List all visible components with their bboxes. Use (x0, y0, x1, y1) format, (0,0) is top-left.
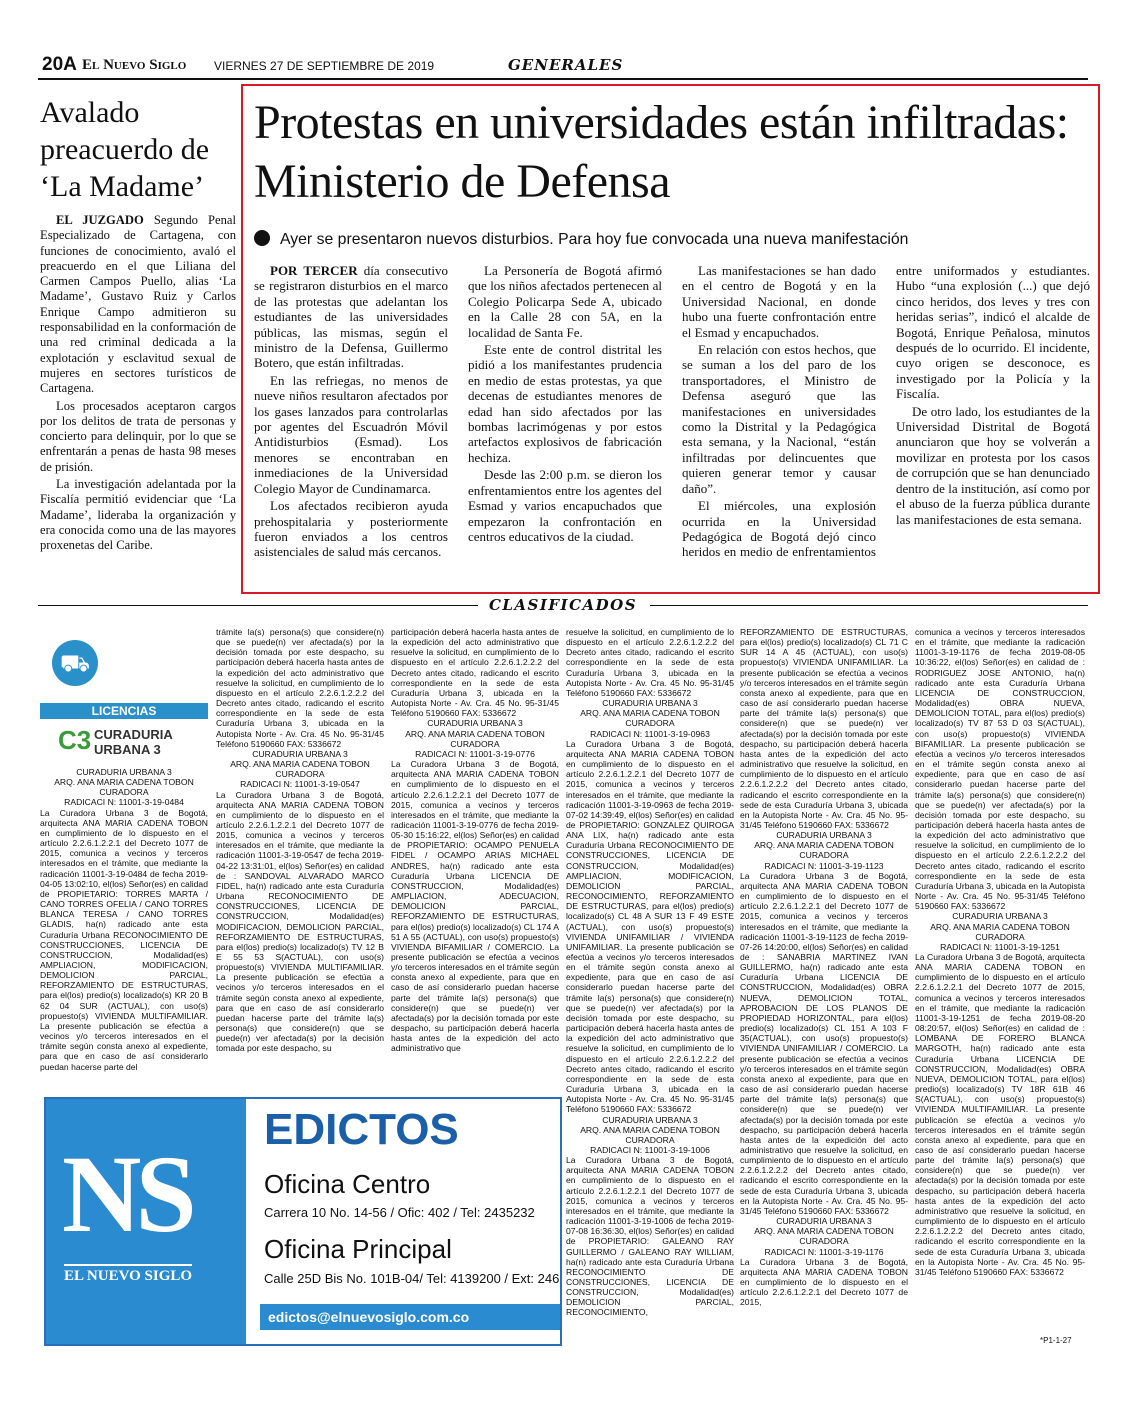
main-article-p7: Las manifestaciones se han dado en el centro de Bogotá y en la Universidad Nacional, en donde hubo una fuerte confrontación entre el Esmad y encapuchados. (682, 263, 876, 340)
curaduria-logo-icon: C3 (58, 725, 92, 755)
main-article-p5: Este ente de control distrital les pidió a los manifestantes prudencia en medio de estas protestas, ya que decenas de estudiantes menores de edad han sido afectados por las bombas lacrimógenas y por estos artefactos explosivos de fabricación hechiza. (468, 342, 662, 465)
notice-radicacion: RADICACI N: 11001-3-19-0776 (415, 748, 535, 759)
notice-body: La Curadora Urbana 3 de Bogotá, arquitecta ANA MARIA CADENA TOBON en cumplimiento de lo dispuesto en el artículo 2.2.6.1.2.2.1 del Decreto 1077 de 2015, comunica a vecinos y terceros interesados en el trámite, que mediante la radicación 11001-3-19-1123 de fecha 2019-07-26 14:20:00, el(los) Señor(es) en calidad de : SANABRIA MARTINEZ IVAN GUILLERMO, ha(n) radicado ante esta Curaduría Urbana LICENCIA DE CONSTRUCCION, Modalidad(es) OBRA NUEVA, DEMOLICION TOTAL, APROBACION DE LOS PLANOS DE PROPIEDAD HORIZONTAL, para el(los) predio(s) localizado(s) CL 151 A 103 F 35(ACTUAL), con uso(s) propuesto(s) VIVIENDA UNIFAMILIAR / COMERCIO. La presente publicación se efectúa a vecinos y/o terceros interesados en el trámite según consta anexo al expediente, para que en caso de así considerarlo puedan hacerse parte del trámite la(s) persona(s) que considere(n) que se puede(n) ver afectada(s) por la decisión tomada por este despacho, su participación deberá hacerla hasta antes de la expedición del acto administrativo que resuelve la solicitud, en cumplimiento de lo dispuesto en el artículo 2.2.6.1.2.2.2 del Decreto antes citado, radicando el escrito correspondiente en la sede de esta Curaduría Urbana 3, ubicada en la Autopista Norte - Av. Cra. 45 No. 95-31/45 Teléfono 5190660 FAX: 5336672 (740, 870, 908, 1216)
licencias-label: LICENCIAS (40, 703, 208, 719)
notice-radicacion: RADICACI N: 11001-3-19-1123 (764, 860, 884, 871)
side-article-headline: Avalado preacuerdo de ‘La Madame’ (40, 96, 210, 203)
classifieds-header (38, 595, 1088, 615)
notice-office: CURADURIA URBANA 3 (427, 718, 523, 729)
main-article-subheadline (254, 230, 1094, 249)
notice-body: La Curadora Urbana 3 de Bogotá, arquitecta ANA MARIA CADENA TOBON en cumplimiento de lo dispuesto en el artículo 2.2.6.1.2.2.1 del Decreto 1077 de 2015, comunica a vecinos y terceros interesados en el trámite, que mediante la radicación 11001-3-19-0963 de fecha 2019-07-02 14:39:49, el(los) Señor(es) en calidad de PROPIETARIO: GONZALEZ QUIROGA ANA LIX, ha(n) radicado ante esta Curaduría Urbana RECONOCIMIENTO DE CONSTRUCCIONES, LICENCIA DE CONSTRUCCION, Modalidad(es) AMPLIACION, MODIFICACION, DEMOLICION PARCIAL, RECONOCIMIENTO, REFORZAMIENTO DE ESTRUCTURAS, para el(los) predio(s) localizado(s) CL 48 A SUR 13 F 49 ESTE (ACTUAL), con uso(s) propuesto(s) VIVIENDA UNIFAMILIAR / VIVIENDA UNIFAMILIAR. La presente publicación se efectúa a vecinos y/o terceros interesados en el trámite según consta anexo al expediente, para que en caso de así considerarlo puedan hacerse parte del trámite la(s) persona(s) que considere(n) que se puede(n) ver afectada(s) por la decisión tomada por este despacho, su participación deberá hacerla hasta antes de la expedición del acto administrativo que resuelve la solicitud, en cumplimiento de lo dispuesto en el artículo 2.2.6.1.2.2.2 del Decreto antes citado, radicando el escrito correspondiente en la sede de esta Curaduría Urbana 3, ubicada en la Autopista Norte - Av. Cra. 45 No. 95-31/45 Teléfono 5190660 FAX: 5336672 (566, 738, 734, 1115)
notice-office: CURADURIA URBANA 3 (602, 698, 698, 709)
office-principal-address: Calle 25D Bis No. 101B-04/ Tel: 4139200 / Ext: 246 (264, 1271, 560, 1286)
main-article-p9: El miércoles, una explosión ocurrida en la Universidad Pedagógica de Bogotá dejó cinco heridos en medio de enfrentamientos entre uniformados y estudiantes. Hubo “una explosión (...) que dejó cinco heridos, dos leves y tres con heridas serias”, indicó el alcalde de Bogotá, Enrique Peñalosa, minutos después de lo ocurrido. El incidente, cuyo origen se desconoce, es investigado por la Policía y la Fiscalía. (682, 263, 1090, 560)
main-article-headline: Protestas en universidades están infiltradas: Ministerio de Defensa (254, 96, 1069, 208)
notice-role: CURADORA (799, 1236, 849, 1247)
notice-radicacion: RADICACI N: 11001-3-19-1176 (764, 1246, 884, 1257)
notice-role: CURADORA (625, 718, 675, 729)
notice-radicacion: RADICACI N: 11001-3-19-1251 (940, 941, 1060, 952)
notice-body: La Curadora Urbana 3 de Bogotá, arquitecta ANA MARIA CADENA TOBON en cumplimiento de lo dispuesto en el artículo 2.2.6.1.2.2.1 del Decreto 1077 de 2015, (740, 1256, 908, 1308)
truck-icon: ⛟ (52, 640, 98, 686)
notice-office: CURADURIA URBANA 3 (76, 767, 172, 777)
main-article-p8: En relación con estos hechos, que se suman a los del paro de los transportadores, el Ministro de Defensa aseguró que las manifestaciones en universidades como la Distrital y la Pedagógica esta semana, y la Nacional, “están infiltradas por delincuentes que quieren generar temor y causar daño”. (682, 342, 876, 496)
page-number: 20A (42, 54, 77, 75)
notice-radicacion: RADICACI N: 11001-3-19-1006 (590, 1144, 710, 1155)
notice-radicacion: RADICACI N: 11001-3-19-0963 (590, 728, 710, 739)
notice-curator: ARQ. ANA MARIA CADENA TOBON (754, 840, 894, 851)
notice-body: La Curadora Urbana 3 de Bogotá, arquitecta ANA MARIA CADENA TOBON en cumplimiento de lo dispuesto en el artículo 2.2.6.1.2.2.1 del Decreto 1077 de 2015, comunica a vecinos y terceros interesados en el trámite, que mediante la radicación 11001-3-19-0484 de fecha 2019-04-05 13:02:10, el(los) Señor(es) en calidad de PROPIETARIO: TORRES MARTA / CANO TORRES OFELIA / CANO TORRES BLANCA TERESA / CANO TORRES GLADIS, ha(n) radicado ante esta Curaduría Urbana RECONOCIMIENTO DE CONSTRUCCIONES, LICENCIA DE CONSTRUCCION, Modalidad(es) AMPLIACION, MODIFICACION, DEMOLICION PARCIAL, REFORZAMIENTO DE ESTRUCTURAS, para el(los) predio(s) localizado(s) KR 20 B 62 04 SUR (ACTUAL), con uso(s) propuesto(s) VIVIENDA MULTIFAMILIAR. La presente publicación se efectúa a vecinos y/o terceros interesados en el trámite según consta anexo al expediente, para que en caso de así considerarlo puedan hacerse parte del (40, 807, 208, 1072)
side-article-p2: Los procesados aceptaron cargos por los delitos de trata de personas y concierto para delinquir, por lo que se enfrentarán a penas de hasta 98 meses de prisión. (40, 398, 236, 474)
notice-office: CURADURIA URBANA 3 (776, 1216, 872, 1227)
notice-continuation: participación deberá hacerla hasta antes de la expedición del acto administrativo que resuelve la solicitud, en cumplimiento de lo dispuesto en el artículo 2.2.6.1.2.2.2 del Decreto antes citado, radicando el escrito correspondiente en la sede de esta Curaduría Urbana 3, ubicada en la Autopista Norte - Av. Cra. 45 No. 95-31/45 Teléfono 5190660 FAX: 5336672 (391, 627, 559, 719)
ns-logo: NS (62, 1133, 191, 1255)
edictos-ad (44, 1097, 562, 1346)
office-centro-title: Oficina Centro (264, 1169, 431, 1199)
main-article-lead: POR TERCER (270, 263, 358, 278)
page-header (38, 54, 1088, 78)
main-article-p1: día consecutivo se registraron disturbios en el marco de las protestas que adelantan los estudiantes de las universidades públicas, las mismas, según el ministro de la Defensa, Guillermo Botero, que están infiltradas. (254, 263, 448, 371)
notice-body: La Curadora Urbana 3 de Bogotá, arquitecta ANA MARIA CADENA TOBON en cumplimiento de lo dispuesto en el artículo 2.2.6.1.2.2.1 del Decreto 1077 de 2015, comunica a vecinos y terceros interesados en el trámite, que mediante la radicación 11001-3-19-1006 de fecha 2019-07-08 16:36:30, el(los) Señor(es) en calidad de PROPIETARIO: GALEANO RAY GUILLERMO / GALEANO RAY WILLIAM, ha(n) radicado ante esta Curaduría Urbana RECONOCIMIENTO DE CONSTRUCCIONES, LICENCIA DE CONSTRUCCION, Modalidad(es) DEMOLICION PARCIAL, RECONOCIMIENTO, (566, 1155, 734, 1318)
notice-role: CURADORA (799, 850, 849, 861)
notice-role: CURADORA (275, 769, 325, 780)
edictos-email: edictos@elnuevosiglo.com.co (260, 1304, 560, 1330)
main-article-p10: De otro lado, los estudiantes de la Universidad Distrital de Bogotá anunciaron que hoy se volverán a movilizar en protesta por los casos de corrupción que se han denunciado dentro de la institución, así como por el abuso de la fuerza pública durante las manifestaciones de esta semana. (896, 403, 1090, 527)
notice-continuation: REFORZAMIENTO DE ESTRUCTURAS, para el(los) predio(s) localizado(s) CL 71 C SUR 14 A 45 (ACTUAL), con uso(s) propuesto(s) VIVIENDA UNIFAMILIAR. La presente publicación se efectúa a vecinos y/o terceros interesados en el trámite según consta anexo al expediente, para que en caso de así considerarlo puedan hacerse parte del trámite la(s) persona(s) que considere(n) que se puede(n) ver afectada(s) por la decisión tomada por este despacho, su participación deberá hacerla hasta antes de la expedición del acto administrativo que resuelve la solicitud, en cumplimiento de lo dispuesto en el artículo 2.2.6.1.2.2.2 del Decreto antes citado, radicando el escrito correspondiente en la sede de esta Curaduría Urbana 3, ubicada en la Autopista Norte - Av. Cra. 45 No. 95-31/45 Teléfono 5190660 FAX: 5336672 (740, 627, 908, 830)
notice-continuation: comunica a vecinos y terceros interesados en el trámite, que mediante la radicación 11001-3-19-1176 de fecha 2019-08-05 10:36:22, el(los) Señor(es) en calidad de : RODRIGUEZ JOSE ANTONIO, ha(n) radicado ante esta Curaduría Urbana LICENCIA DE CONSTRUCCION, Modalidad(es) OBRA NUEVA, DEMOLICION TOTAL, para el(los) predio(s) localizado(s) TV 87 53 D 03 S(ACTUAL), con uso(s) propuesto(s) VIVIENDA BIFAMILIAR. La presente publicación se efectúa a vecinos y/o terceros interesados en el trámite según consta anexo al expediente, para que en caso de así considerarlo puedan hacerse parte del trámite la(s) persona(s) que considere(n) que se puede(n) ver afectada(s) por la decisión tomada por este despacho, su participación deberá hacerla hasta antes de la expedición del acto administrativo que resuelve la solicitud, en cumplimiento de lo dispuesto en el artículo 2.2.6.1.2.2.2 del Decreto antes citado, radicando el escrito correspondiente en la sede de esta Curaduría Urbana 3, ubicada en la Autopista Norte - Av. Cra. 45 No. 95-31/45 Teléfono 5190660 FAX: 5336672 (915, 627, 1085, 912)
notice-curator: ARQ. ANA MARIA CADENA TOBON (930, 921, 1070, 932)
edictos-ad-brand-panel (46, 1099, 246, 1344)
notice-curator: ARQ. ANA MARIA CADENA TOBON (580, 708, 720, 719)
side-article-lead: EL JUZGADO (56, 213, 144, 227)
notice-curator: ARQ. ANA MARIA CADENA TOBON (54, 777, 194, 788)
classified-column-3 (391, 627, 559, 1091)
ad-reference: *P1-1-27 (1040, 1336, 1072, 1345)
notice-curator: ARQ. ANA MARIA CADENA TOBON (405, 728, 545, 739)
office-principal-title: Oficina Principal (264, 1234, 452, 1264)
notice-body: La Curadora Urbana 3 de Bogotá, arquitecta ANA MARIA CADENA TOBON en cumplimiento de lo dispuesto en el artículo 2.2.6.1.2.2.1 del Decreto 1077 de 2015, comunica a vecinos y terceros interesados en el trámite, que mediante la radicación 11001-3-19-0776 de fecha 2019-05-30 15:16:22, el(los) Señor(es) en calidad de PROPIETARIO: OCAMPO PENUELA FIDEL / OCAMPO ARIAS MICHAEL ANDRES, ha(n) radicado ante esta Curaduría Urbana LICENCIA DE CONSTRUCCION, Modalidad(es) AMPLIACION, ADECUACION, DEMOLICION PARCIAL, REFORZAMIENTO DE ESTRUCTURAS, para el(los) predio(s) localizado(s) CL 174 A 51 A 55 (ACTUAL), con uso(s) propuesto(s) VIVIENDA BIFAMILIAR / COMERCIO. La presente publicación se efectúa a vecinos y/o terceros interesados en el trámite según consta anexo al expediente, para que en caso de así considerarlo puedan hacerse parte del trámite la(s) persona(s) que considere(n) que se puede(n) ver afectada(s) por la decisión tomada por este despacho, su participación deberá hacerla hasta antes de la expedición del acto administrativo que (391, 759, 559, 1054)
classifieds-title: CLASIFICADOS (488, 596, 638, 614)
classified-column-4 (566, 627, 734, 1347)
office-centro-address: Carrera 10 No. 14-56 / Ofic: 402 / Tel: 2435232 (264, 1205, 535, 1220)
notice-role: CURADORA (450, 738, 500, 749)
classified-column-1 (40, 767, 208, 1091)
notice-role: CURADORA (975, 931, 1025, 942)
notice-radicacion: RADICACI N: 11001-3-19-0484 (64, 797, 184, 808)
classified-column-6 (915, 627, 1085, 1333)
notice-office: CURADURIA URBANA 3 (776, 830, 872, 841)
notice-office: CURADURIA URBANA 3 (602, 1114, 698, 1125)
side-article-body (40, 213, 236, 556)
section-title: GENERALES (508, 56, 624, 74)
notice-radicacion: RADICACI N: 11001-3-19-0547 (240, 779, 360, 790)
side-article-p1: Segundo Penal Especializado de Cartagena, con funciones de conocimiento, avaló el preacuerdo en el que Liliana del Carmen Campos Puello, alias ‘La Madame’, Gustavo Ruiz y Carlos Enrique Campo admitieron su responsabilidad en la conformación de una red criminal dedicada a la explotación y esclavitud sexual de mujeres en sectores turísticos de Cartagena. (40, 213, 236, 396)
bullet-icon (254, 230, 270, 246)
main-article-p2: En las refriegas, no menos de nueve niños resultaron afectados por los gases lanzados para controlarlas por agentes del Escuadrón Móvil Antidisturbios (Esmad). Los menores se encontraban en inmediaciones de la Universidad Colegio Mayor de Cundinamarca. (254, 372, 448, 496)
notice-office: CURADURIA URBANA 3 (252, 748, 348, 759)
classified-column-5 (740, 627, 908, 1347)
notice-role: CURADORA (99, 787, 149, 798)
curaduria-logo-text: CURADURIA URBANA 3 (94, 727, 173, 757)
side-article-p3: La investigación adelantada por la Fiscalía permitió evidenciar que ‘La Madame’, lideraba la organización y era conocida como una de las mayores proxenetas del Caribe. (40, 477, 236, 553)
main-article-p6: Desde las 2:00 p.m. se dieron los enfrentamientos entre los agentes del Esmad y varios encapuchados que empezaron la confrontación en centros educativos de la ciudad. (468, 467, 662, 544)
notice-curator: ARQ. ANA MARIA CADENA TOBON (754, 1226, 894, 1237)
newspaper-brand: El Nuevo Siglo (82, 57, 187, 73)
notice-continuation: trámite la(s) persona(s) que considere(n) que se puede(n) ver afectada(s) por la decisión tomada por este despacho, su participación deberá hacerla hasta antes de la expedición del acto administrativo que resuelve la solicitud, en cumplimiento de lo dispuesto en el artículo 2.2.6.1.2.2.2 del Decreto antes citado, radicando el escrito correspondiente en la sede de esta Curaduría Urbana 3, ubicada en la Autopista Norte - Av. Cra. 45 No. 95-31/45 Teléfono 5190660 FAX: 5336672 (216, 627, 384, 749)
notice-curator: ARQ. ANA MARIA CADENA TOBON (580, 1124, 720, 1135)
classified-column-2 (216, 627, 384, 1091)
subheadline-text: Ayer se presentaron nuevos disturbios. Para hoy fue convocada una nueva manifestación (280, 231, 909, 248)
main-article-body (254, 263, 1090, 583)
notice-role: CURADORA (625, 1134, 675, 1145)
edictos-title: EDICTOS (264, 1105, 459, 1154)
header-rule (38, 78, 1088, 80)
notice-body: La Curadora Urbana 3 de Bogotá, arquitecta ANA MARIA CADENA TOBON en cumplimiento de lo dispuesto en el artículo 2.2.6.1.2.2.1 del Decreto 1077 de 2015, comunica a vecinos y terceros interesados en el trámite, que mediante la radicación 11001-3-19-1251 de fecha 2019-08-20 08:20:57, el(los) Señor(es) en calidad de : LOMBANA DE FORERO BLANCA MARGOTH, ha(n) radicado ante esta Curaduría Urbana LICENCIA DE CONSTRUCCION, Modalidad(es) OBRA NUEVA, DEMOLICION TOTAL, para el(los) predio(s) localizado(s) TV 18R 61B 46 S(ACTUAL), con uso(s) propuesto(s) VIVIENDA MULTIFAMILIAR. La presente publicación se efectúa a vecinos y/o terceros interesados en el trámite según consta anexo al expediente, para que en caso de así considerarlo puedan hacerse parte del trámite la(s) persona(s) que considere(n) que se puede(n) ver afectada(s) por la decisión tomada por este despacho, su participación deberá hacerla hasta antes de la expedición del acto administrativo que resuelve la solicitud, en cumplimiento de lo dispuesto en el artículo 2.2.6.1.2.2.2 del Decreto antes citado, radicando el escrito correspondiente en la sede de esta Curaduría Urbana 3, ubicada en la Autopista Norte - Av. Cra. 45 No. 95-31/45 Teléfono 5190660 FAX: 5336672 (915, 952, 1085, 1277)
main-article-p3: Los afectados recibieron ayuda prehospitalaria y posteriormente fueron enviados a los centros asistenciales de salud más cercanos. (254, 498, 448, 560)
notice-continuation: resuelve la solicitud, en cumplimiento de lo dispuesto en el artículo 2.2.6.1.2.2.2 del Decreto antes citado, radicando el escrito correspondiente en la sede de esta Curaduría Urbana 3, ubicada en la Autopista Norte - Av. Cra. 45 No. 95-31/45 Teléfono 5190660 FAX: 5336672 (566, 627, 734, 698)
notice-curator: ARQ. ANA MARIA CADENA TOBON (230, 759, 370, 770)
notice-body: La Curadora Urbana 3 de Bogotá, arquitecta ANA MARIA CADENA TOBON en cumplimiento de lo dispuesto en el artículo 2.2.6.1.2.2.1 del Decreto 1077 de 2015, comunica a vecinos y terceros interesados en el trámite, que mediante la radicación 11001-3-19-0547 de fecha 2019-04-22 13:31:01, el(los) Señor(es) en calidad de : SANDOVAL ALVARADO MARCO FIDEL, ha(n) radicado ante esta Curaduría Urbana RECONOCIMIENTO DE CONSTRUCCIONES, LICENCIA DE CONSTRUCCION, Modalidad(es) MODIFICACION, DEMOLICION PARCIAL, REFORZAMIENTO DE ESTRUCTURAS, para el(los) predio(s) localizado(s) TV 12 B E 55 53 S(ACTUAL), con uso(s) propuesto(s) VIVIENDA MULTIFAMILIAR. La presente publicación se efectúa a vecinos y/o terceros interesados en el trámite según consta anexo al expediente, para que en caso de así considerarlo puedan hacerse parte del trámite la(s) persona(s) que considere(n) que se puede(n) ver afectada(s) por la decisión tomada por este despacho, su (216, 789, 384, 1054)
ns-logo-brand: EL NUEVO SIGLO (64, 1264, 192, 1285)
notice-office: CURADURIA URBANA 3 (952, 911, 1048, 922)
issue-date: VIERNES 27 DE SEPTIEMBRE DE 2019 (214, 59, 435, 73)
main-article-p4: La Personería de Bogotá afirmó que los niños afectados pertenecen al Colegio Policarpa Sede A, ubicado en la Calle 28 con 5A, en la localidad de Santa Fe. (468, 263, 662, 340)
curaduria-logo (58, 725, 208, 763)
